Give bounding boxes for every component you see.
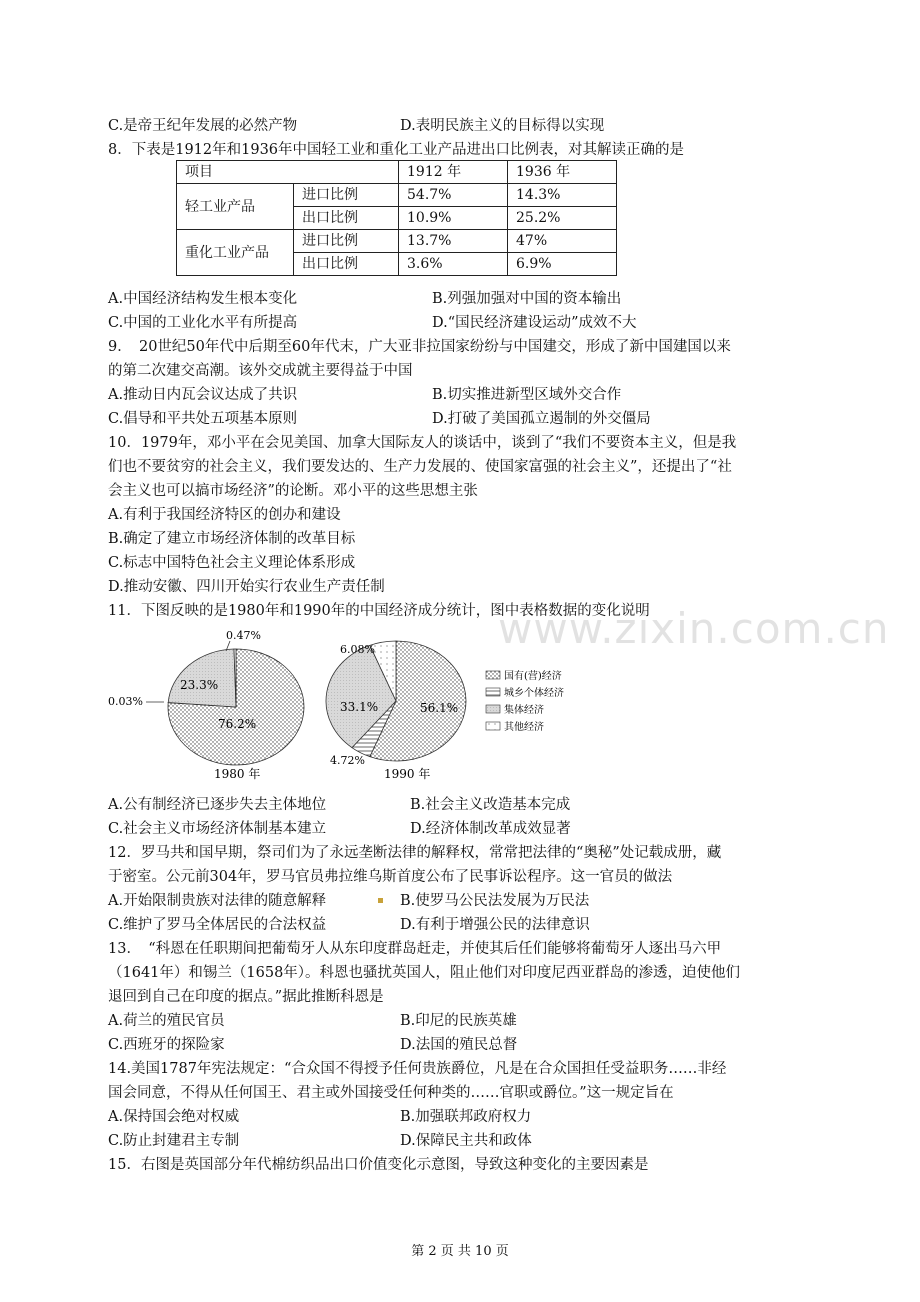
q14-option-a: A.保持国会绝对权威 xyxy=(108,1109,240,1125)
q12-option-b: B.使罗马公民法发展为万民法 xyxy=(400,893,590,909)
page-footer: 第 2 页 共 10 页 xyxy=(411,1244,509,1259)
table-cell: 1936 年 xyxy=(508,161,617,184)
q9-stem-line-2: 的第二次建交高潮。该外交成就主要得益于中国 xyxy=(108,363,413,379)
table-cell: 14.3% xyxy=(508,184,617,207)
q8-option-d: D.“国民经济建设运动”成效不大 xyxy=(432,315,637,331)
legend-label: 其他经济 xyxy=(504,722,544,733)
q9-option-a: A.推动日内瓦会议达成了共识 xyxy=(108,387,298,403)
table-cell: 13.7% xyxy=(399,230,508,253)
legend-label: 城乡个体经济 xyxy=(504,688,564,699)
title-1980: 1980 年 xyxy=(214,767,261,781)
table-cell: 项目 xyxy=(177,161,399,184)
table-cell: 54.7% xyxy=(399,184,508,207)
q12-option-d: D.有利于增强公民的法律意识 xyxy=(400,917,590,933)
label-1980-collective: 23.3% xyxy=(180,678,219,692)
q12-stem-line-2: 于密室。公元前304年，罗马官员弗拉维乌斯首度公布了民事诉讼程序。这一官员的做法 xyxy=(108,869,673,885)
table-row xyxy=(177,184,617,207)
label-1990-state: 56.1% xyxy=(420,701,459,715)
label-1980-state: 76.2% xyxy=(218,717,257,731)
q13-option-d: D.法国的殖民总督 xyxy=(400,1037,518,1053)
q13-stem-line-1: 13． “科恩在任职期间把葡萄牙人从东印度群岛赶走，并使其后任们能够将葡萄牙人逐出马六甲 xyxy=(108,941,722,957)
table-cell: 25.2% xyxy=(508,207,617,230)
q10-stem-line-2: 们也不要贫穷的社会主义，我们要发达的、生产力发展的、使国家富强的社会主义”，还提出了“社 xyxy=(108,459,732,475)
table-cell: 10.9% xyxy=(399,207,508,230)
q7-option-d: D.表明民族主义的目标得以实现 xyxy=(400,118,605,134)
legend-swatch xyxy=(486,671,500,679)
q14-stem-line-1: 14.美国1787年宪法规定：“合众国不得授予任何贵族爵位，凡是在合众国担任受益职务……非经 xyxy=(108,1061,727,1077)
q10-option-a: A.有利于我国经济特区的创办和建设 xyxy=(108,507,341,523)
q13-stem-line-2: （1641年）和锡兰（1658年）。科恩也骚扰英国人，阻止他们对印度尼西亚群岛的渗透，迫使他们 xyxy=(108,965,741,981)
table-cell: 3.6% xyxy=(399,253,508,276)
label-1990-other: 6.08% xyxy=(340,643,375,656)
q10-stem-line-1: 10．1979年，邓小平在会见美国、加拿大国际友人的谈话中，谈到了“我们不要资本主义，但是我 xyxy=(108,435,737,451)
table-header-row xyxy=(177,161,617,184)
pie-chart-1980 xyxy=(168,649,304,765)
table-row xyxy=(177,230,617,253)
q11-option-d: D.经济体制改革成效显著 xyxy=(410,821,571,837)
q11-option-b: B.社会主义改造基本完成 xyxy=(410,797,571,813)
q12-stem-line-1: 12．罗马共和国早期，祭司们为了永远垄断法律的解释权，常常把法律的“奥秘”处记载成册，藏 xyxy=(108,845,722,861)
q13-option-b: B.印尼的民族英雄 xyxy=(400,1013,517,1029)
q8-table xyxy=(176,160,617,276)
q8-option-b: B.列强加强对中国的资本输出 xyxy=(432,291,622,307)
legend-swatch xyxy=(486,705,500,713)
table-cell: 进口比例 xyxy=(294,184,399,207)
table-cell: 1912 年 xyxy=(399,161,508,184)
label-1980-other: 0.47% xyxy=(226,629,261,642)
q12-option-c: C.维护了罗马全体居民的合法权益 xyxy=(108,917,327,933)
table-cell: 进口比例 xyxy=(294,230,399,253)
q13-stem-line-3: 退回到自己在印度的据点。”据此推断科恩是 xyxy=(108,989,384,1005)
q11-stem: 11．下图反映的是1980年和1990年的中国经济成分统计，图中表格数据的变化说明 xyxy=(108,603,650,619)
q10-option-b: B.确定了建立市场经济体制的改革目标 xyxy=(108,531,356,547)
q9-stem-line-1: 9． 20世纪50年代中后期至60年代末，广大亚非拉国家纷纷与中国建交，形成了新中国建国以来 xyxy=(108,339,731,355)
q14-option-b: B.加强联邦政府权力 xyxy=(400,1109,532,1125)
label-1990-collective: 33.1% xyxy=(340,700,379,714)
table-cell: 重化工业产品 xyxy=(177,230,294,276)
economy-pie-charts xyxy=(108,625,628,785)
table-cell: 轻工业产品 xyxy=(177,184,294,230)
table-cell: 出口比例 xyxy=(294,207,399,230)
q9-option-d: D.打破了美国孤立遏制的外交僵局 xyxy=(432,411,651,427)
q10-option-c: C.标志中国特色社会主义理论体系形成 xyxy=(108,555,356,571)
q12-option-a: A.开始限制贵族对法律的随意解释 xyxy=(108,893,327,909)
q8-option-a: A.中国经济结构发生根本变化 xyxy=(108,291,298,307)
legend-swatch xyxy=(486,722,500,730)
table-cell: 47% xyxy=(508,230,617,253)
q13-option-a: A.荷兰的殖民官员 xyxy=(108,1013,225,1029)
stray-mark xyxy=(378,898,383,903)
watermark: www.zixin.com.cn xyxy=(498,604,890,653)
q11-option-a: A.公有制经济已逐步失去主体地位 xyxy=(108,797,327,813)
title-1990: 1990 年 xyxy=(384,767,431,781)
chart-legend xyxy=(486,669,564,733)
q14-option-c: C.防止封建君主专制 xyxy=(108,1133,240,1149)
q14-option-d: D.保障民主共和政体 xyxy=(400,1133,532,1149)
q8-stem: 8．下表是1912年和1936年中国轻工业和重化工业产品进出口比例表，对其解读正确的是 xyxy=(108,142,685,158)
q10-stem-line-3: 会主义也可以搞市场经济”的论断。邓小平的这些思想主张 xyxy=(108,483,478,499)
label-1990-individual: 4.72% xyxy=(330,754,365,767)
q11-option-c: C.社会主义市场经济体制基本建立 xyxy=(108,821,327,837)
legend-label: 集体经济 xyxy=(504,705,544,716)
legend-swatch xyxy=(486,688,500,696)
q9-option-b: B.切实推进新型区域外交合作 xyxy=(432,387,622,403)
label-1980-individual: 0.03% xyxy=(108,695,143,708)
table-cell: 6.9% xyxy=(508,253,617,276)
q10-option-d: D.推动安徽、四川开始实行农业生产责任制 xyxy=(108,579,385,595)
q15-stem: 15．右图是英国部分年代棉纺织品出口价值变化示意图，导致这种变化的主要因素是 xyxy=(108,1157,649,1173)
q9-option-c: C.倡导和平共处五项基本原则 xyxy=(108,411,298,427)
table-cell: 出口比例 xyxy=(294,253,399,276)
q7-option-c: C.是帝王纪年发展的必然产物 xyxy=(108,118,298,134)
q8-option-c: C.中国的工业化水平有所提高 xyxy=(108,315,298,331)
q14-stem-line-2: 国会同意，不得从任何国王、君主或外国接受任何种类的……官职或爵位。”这一规定旨在 xyxy=(108,1085,674,1101)
q13-option-c: C.西班牙的探险家 xyxy=(108,1037,225,1053)
legend-label: 国有(营)经济 xyxy=(504,671,562,682)
